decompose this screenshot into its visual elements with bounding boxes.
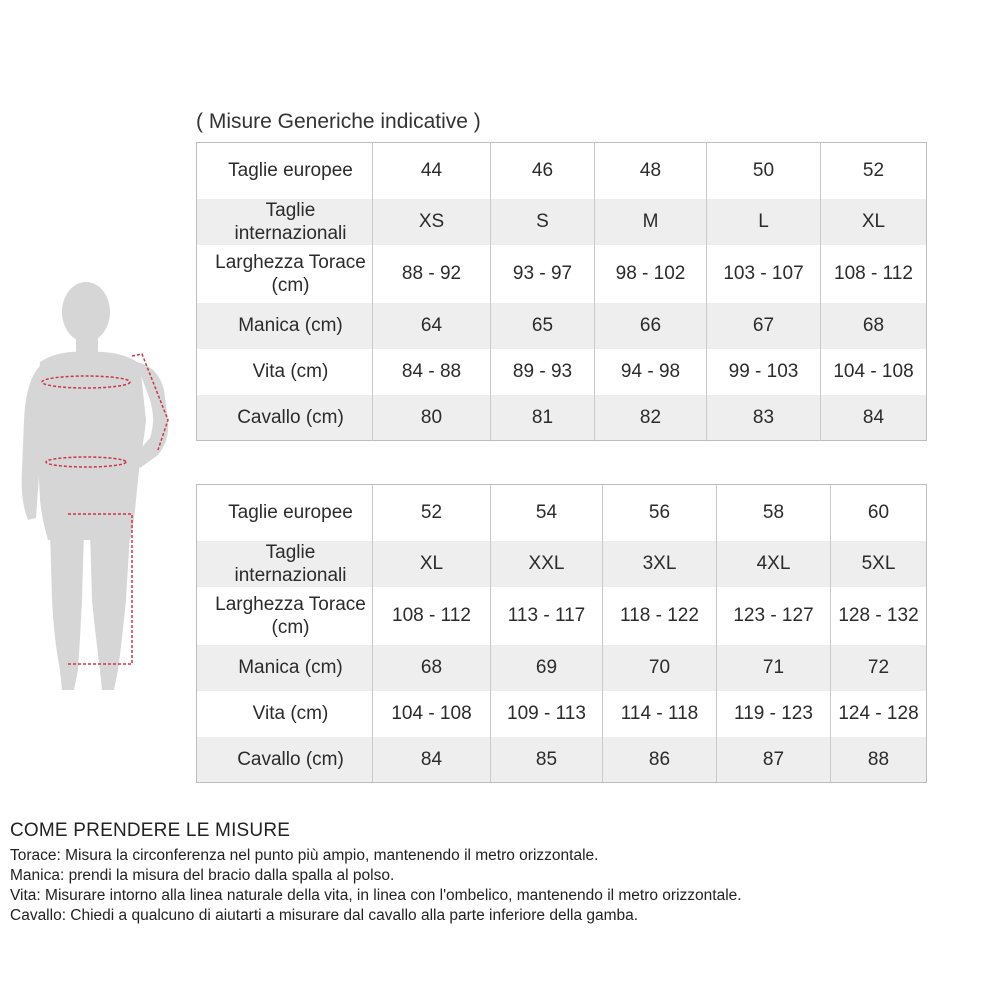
size-cell: S — [491, 199, 595, 245]
size-cell: 46 — [491, 143, 595, 199]
size-cell: 108 - 112 — [373, 587, 491, 645]
row-label: Cavallo (cm) — [197, 737, 373, 783]
body-silhouette-icon — [18, 270, 198, 700]
row-label: Larghezza Torace (cm) — [197, 587, 373, 645]
size-cell: 93 - 97 — [491, 245, 595, 303]
size-cell: 71 — [717, 645, 831, 691]
size-cell: 113 - 117 — [491, 587, 603, 645]
instructions-title: COME PRENDERE LE MISURE — [10, 820, 291, 841]
size-cell: 84 - 88 — [373, 349, 491, 395]
size-cell: 128 - 132 — [831, 587, 927, 645]
row-label: Vita (cm) — [197, 691, 373, 737]
size-row — [197, 303, 927, 349]
size-cell: XXL — [491, 541, 603, 587]
size-row — [197, 737, 927, 783]
size-cell: 83 — [707, 395, 821, 441]
size-cell: 67 — [707, 303, 821, 349]
size-row — [197, 485, 927, 541]
row-label: Taglie internazionali — [197, 541, 373, 587]
size-cell: 69 — [491, 645, 603, 691]
size-cell: 65 — [491, 303, 595, 349]
row-label: Larghezza Torace (cm) — [197, 245, 373, 303]
size-cell: 108 - 112 — [821, 245, 927, 303]
size-cell: 103 - 107 — [707, 245, 821, 303]
size-cell: 82 — [595, 395, 707, 441]
size-cell: 52 — [373, 485, 491, 541]
size-cell: 81 — [491, 395, 595, 441]
size-row — [197, 395, 927, 441]
size-cell: 119 - 123 — [717, 691, 831, 737]
size-cell: 85 — [491, 737, 603, 783]
size-cell: 109 - 113 — [491, 691, 603, 737]
size-cell: 68 — [821, 303, 927, 349]
size-cell: 98 - 102 — [595, 245, 707, 303]
size-row — [197, 645, 927, 691]
size-cell: 94 - 98 — [595, 349, 707, 395]
page-subtitle: ( Misure Generiche indicative ) — [196, 110, 481, 133]
size-cell: 56 — [603, 485, 717, 541]
size-cell: 58 — [717, 485, 831, 541]
size-cell: 80 — [373, 395, 491, 441]
instruction-line: Cavallo: Chiedi a qualcuno di aiutarti a misurare dal cavallo alla parte inferiore della gamba. — [10, 907, 639, 924]
size-cell: XL — [373, 541, 491, 587]
row-label: Taglie europee — [197, 143, 373, 199]
size-cell: 123 - 127 — [717, 587, 831, 645]
size-cell: 104 - 108 — [821, 349, 927, 395]
row-label: Vita (cm) — [197, 349, 373, 395]
row-label: Manica (cm) — [197, 645, 373, 691]
size-row — [197, 587, 927, 645]
size-cell: 60 — [831, 485, 927, 541]
size-table-1 — [196, 142, 927, 441]
size-cell: 72 — [831, 645, 927, 691]
size-cell: 114 - 118 — [603, 691, 717, 737]
size-cell: 54 — [491, 485, 603, 541]
size-cell: 88 — [831, 737, 927, 783]
size-row — [197, 199, 927, 245]
size-cell: 89 - 93 — [491, 349, 595, 395]
instruction-line: Vita: Misurare intorno alla linea naturale della vita, in linea con l'ombelico, mantenendo il metro orizzontale. — [10, 887, 742, 904]
size-cell: 50 — [707, 143, 821, 199]
size-cell: 3XL — [603, 541, 717, 587]
size-cell: 118 - 122 — [603, 587, 717, 645]
size-row — [197, 143, 927, 199]
size-cell: 87 — [717, 737, 831, 783]
size-cell: 104 - 108 — [373, 691, 491, 737]
size-cell: 124 - 128 — [831, 691, 927, 737]
size-row — [197, 245, 927, 303]
size-cell: 4XL — [717, 541, 831, 587]
size-row — [197, 541, 927, 587]
size-cell: 84 — [373, 737, 491, 783]
measuring-instructions — [10, 820, 990, 926]
size-cell: 44 — [373, 143, 491, 199]
size-cell: 84 — [821, 395, 927, 441]
size-cell: 64 — [373, 303, 491, 349]
size-cell: 52 — [821, 143, 927, 199]
size-cell: 86 — [603, 737, 717, 783]
size-cell: 68 — [373, 645, 491, 691]
size-row — [197, 349, 927, 395]
row-label: Taglie internazionali — [197, 199, 373, 245]
size-cell: 48 — [595, 143, 707, 199]
instruction-line: Torace: Misura la circonferenza nel punto più ampio, mantenendo il metro orizzontale. — [10, 847, 599, 864]
size-cell: XL — [821, 199, 927, 245]
size-row — [197, 691, 927, 737]
size-cell: 5XL — [831, 541, 927, 587]
size-cell: L — [707, 199, 821, 245]
row-label: Taglie europee — [197, 485, 373, 541]
size-cell: 70 — [603, 645, 717, 691]
size-cell: 99 - 103 — [707, 349, 821, 395]
row-label: Cavallo (cm) — [197, 395, 373, 441]
size-cell: XS — [373, 199, 491, 245]
size-cell: 66 — [595, 303, 707, 349]
size-table-2 — [196, 484, 927, 783]
instruction-line: Manica: prendi la misura del bracio dalla spalla al polso. — [10, 867, 395, 884]
size-cell: 88 - 92 — [373, 245, 491, 303]
row-label: Manica (cm) — [197, 303, 373, 349]
size-cell: M — [595, 199, 707, 245]
